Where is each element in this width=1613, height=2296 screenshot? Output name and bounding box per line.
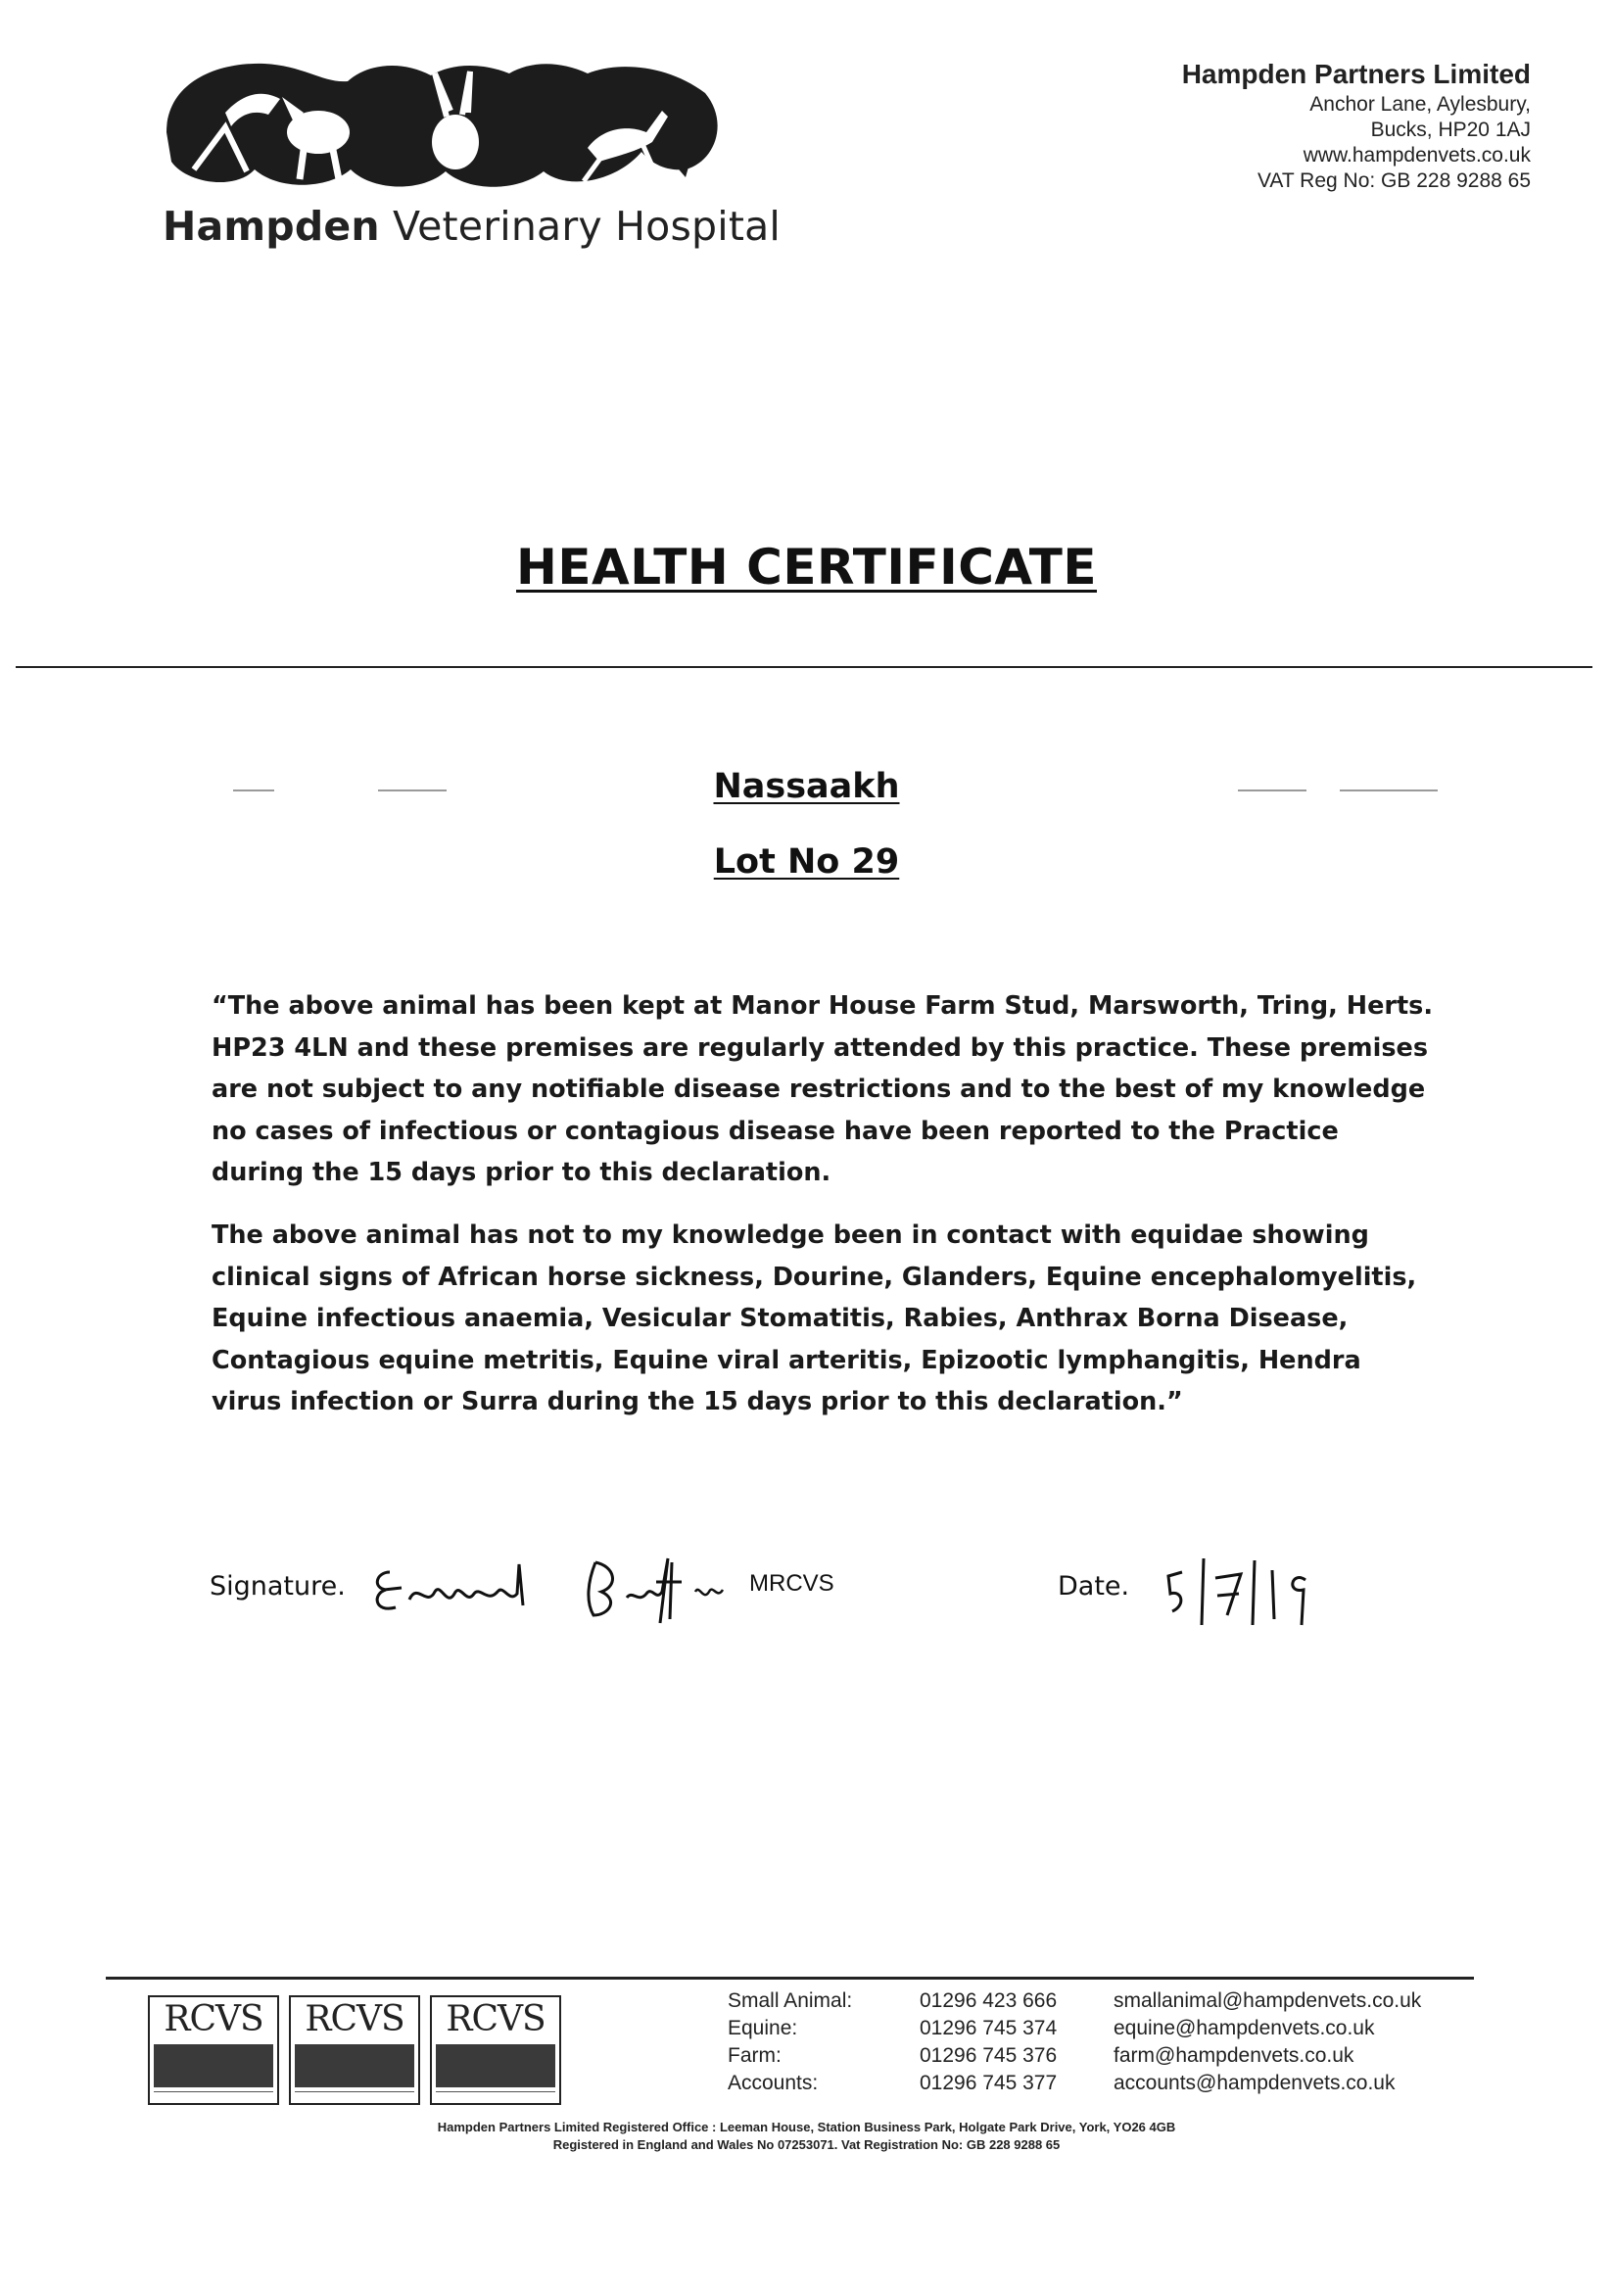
contact-email: farm@hampdenvets.co.uk <box>1114 2044 1354 2067</box>
footer-divider <box>106 1977 1474 1980</box>
contact-phone: 01296 745 377 <box>920 2072 1058 2094</box>
legal-line-2: Registered in England and Wales No 07253071. Vat Registration No: GB 228 9288 65 <box>552 2137 1061 2152</box>
company-website: www.hampdenvets.co.uk <box>1303 144 1531 167</box>
handwritten-signature <box>362 1543 735 1631</box>
animal-name: Nassaakh <box>713 767 900 806</box>
company-name: Hampden Partners Limited <box>1181 59 1531 89</box>
company-address-block <box>1182 57 1531 194</box>
hospital-logo <box>157 54 782 260</box>
legal-line-1: Hampden Partners Limited Registered Office : Leeman House, Station Business Park, Holgate Park Drive, York, YO26 4GB <box>437 2120 1176 2134</box>
contact-label: Farm: <box>728 2044 782 2067</box>
contact-row <box>728 2070 1421 2097</box>
contact-email: equine@hampdenvets.co.uk <box>1114 2017 1375 2039</box>
contact-phone: 01296 745 376 <box>920 2044 1058 2067</box>
declaration-paragraph-1: “The above animal has been kept at Manor House Farm Stud, Marsworth, Tring, Herts. HP23 4LN and these premises are regularly attended by this practice. These premises are not subject to any notifiable disease restrictions and to the best of my knowledge no cases of infectious or contagious disease have been reported to the Practice during the 15 days prior to this declaration. <box>212 991 1434 1187</box>
rcvs-logo: RCVS <box>430 1995 561 2105</box>
document-title: HEALTH CERTIFICATE <box>516 539 1097 596</box>
contact-row <box>728 2015 1421 2042</box>
registration-footer <box>0 2119 1613 2154</box>
address-line-2: Bucks, HP20 1AJ <box>1370 119 1531 141</box>
contact-row <box>728 2042 1421 2070</box>
animal-silhouettes-icon <box>157 54 725 201</box>
rcvs-logo: RCVS <box>148 1995 279 2105</box>
contact-email: accounts@hampdenvets.co.uk <box>1114 2072 1396 2094</box>
signature-label: Signature. <box>210 1571 346 1602</box>
contact-row <box>728 1987 1421 2015</box>
contact-phone: 01296 745 374 <box>920 2017 1058 2039</box>
contact-table <box>728 1987 1421 2097</box>
vat-number: VAT Reg No: GB 228 9288 65 <box>1257 169 1531 192</box>
rcvs-accreditation-logos <box>148 1995 559 2103</box>
date-label: Date. <box>1058 1571 1130 1602</box>
contact-label: Small Animal: <box>728 1989 853 2012</box>
contact-label: Equine: <box>728 2017 798 2039</box>
contact-label: Accounts: <box>728 2072 819 2094</box>
rcvs-logo: RCVS <box>289 1995 420 2105</box>
hospital-name: Hampden Veterinary Hospital <box>163 203 782 250</box>
signature-qualification: MRCVS <box>749 1570 834 1597</box>
declaration-paragraph-2: The above animal has not to my knowledge been in contact with equidae showing clinical signs of African horse sickness, Dourine, Glanders, Equine encephalomyelitis, Equine infectious anaemia, Vesicular Stomatitis, Rabies, Anthrax Borna Disease, Contagious equine metritis, Equine viral arteritis, Epizootic lymphangitis, Hendra virus infection or Surra during the 15 days prior to this declaration.” <box>212 1220 1417 1416</box>
lot-number: Lot No 29 <box>713 842 900 882</box>
handwritten-date <box>1159 1551 1325 1629</box>
contact-email: smallanimal@hampdenvets.co.uk <box>1114 1989 1422 2012</box>
contact-phone: 01296 423 666 <box>920 1989 1058 2012</box>
address-line-1: Anchor Lane, Aylesbury, <box>1309 93 1531 116</box>
horizontal-divider <box>16 666 1592 668</box>
